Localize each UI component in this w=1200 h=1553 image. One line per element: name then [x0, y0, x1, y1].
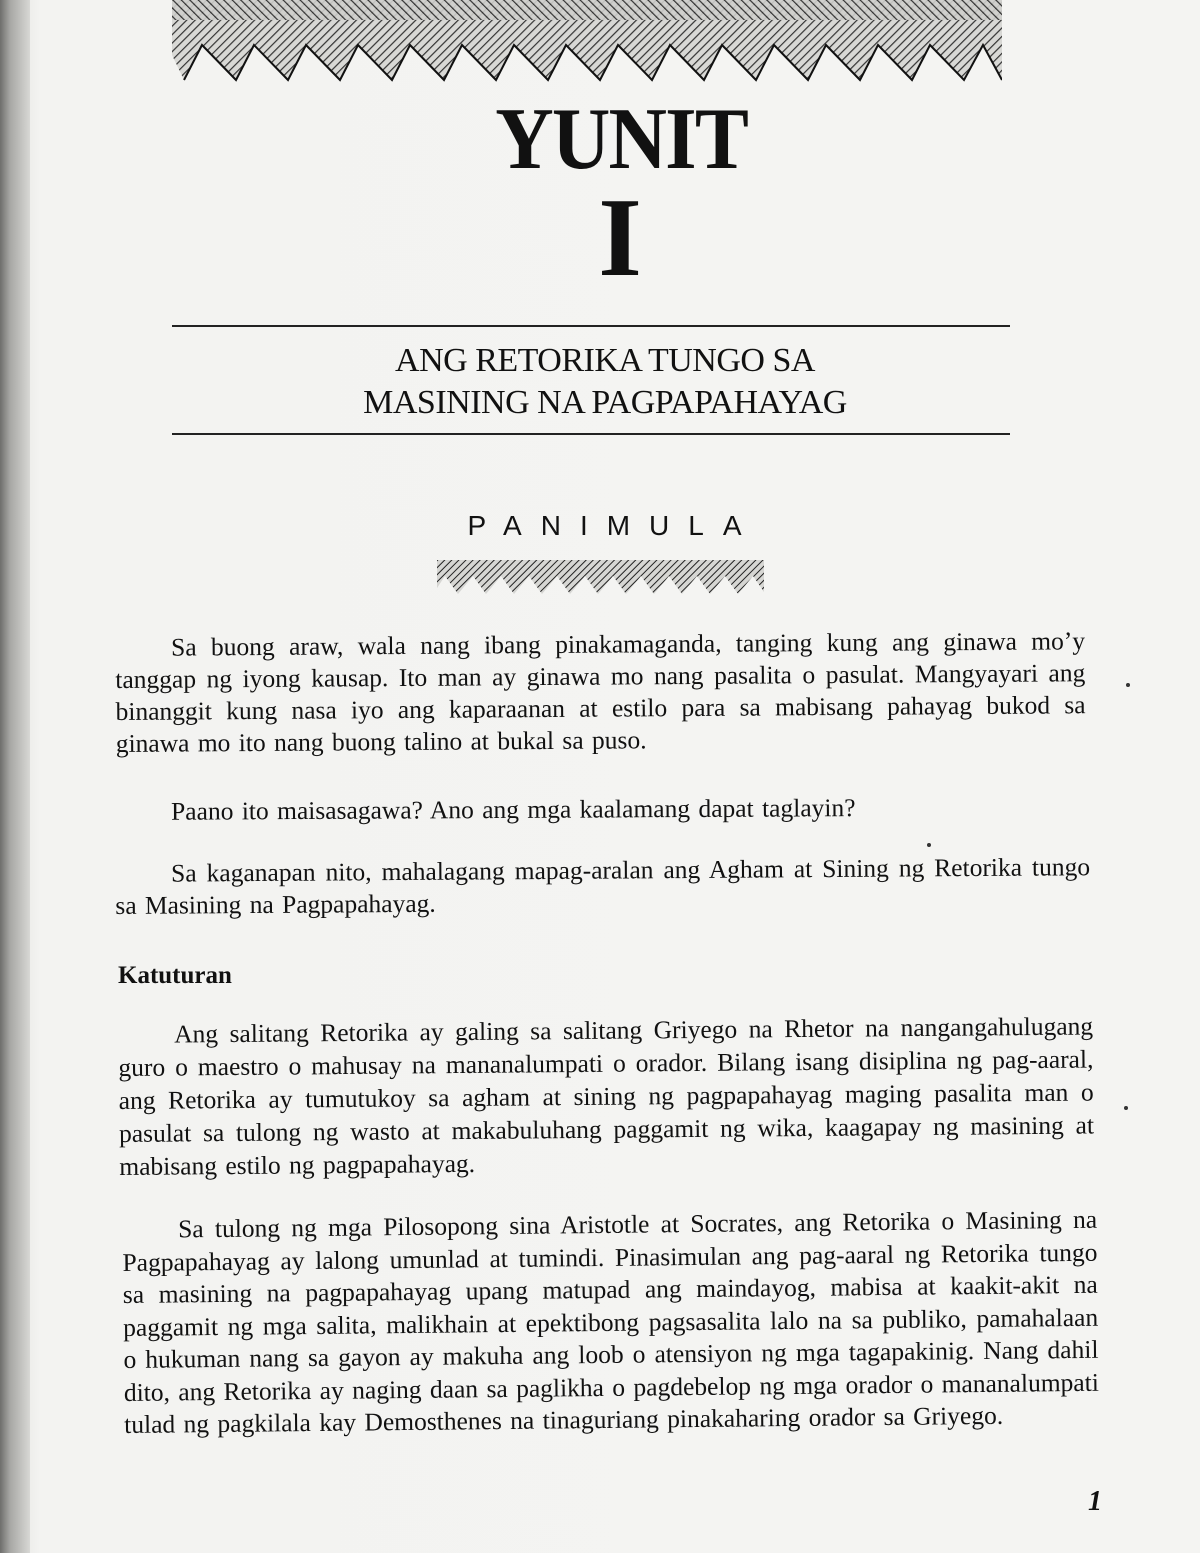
intro-paragraph-2 — [115, 791, 1085, 828]
katuturan-paragraph-2-text: Sa tulong ng mga Pilosopong sina Aristotle at Socrates, ang Retorika o Masining na Pagpapahayag ay lalong umunlad at tumindi. Pinasimulan ang pag-aaral ng Retorika tungo sa masining na pagpapahayag upang matupad ang maindayog, mabisa at kaakit-akit na paggamit ng mga salita, malikhain at epektibong pagsasalita lalo na sa publiko, pamahalaan o hukuman nang sa gayon ay makuha ang loob o atensiyon ng mga tagapakinig. Nang dahil dito, ang Retorika ay naging daan sa paglikha o pagdebelop ng mga orador o mananalumpati tulad ng pagkilala kay Demosthenes na tinaguriang pinakaharing orador sa Griyego. — [122, 1204, 1099, 1439]
intro-paragraph-1 — [115, 625, 1086, 760]
chapter-title — [0, 340, 1200, 424]
chapter-title-line-2: MASINING NA PAGPAPAHAYAG — [363, 384, 847, 421]
katuturan-paragraph-2 — [122, 1204, 1099, 1442]
zigzag-banner-ornament — [172, 0, 1002, 90]
intro-paragraph-3-text: Sa kaganapan nito, mahalagang mapag-aralan ang Agham at Sining ng Retorika tungo sa Masining na Pagpapahayag. — [115, 852, 1091, 920]
section-heading-panimula: PANIMULA — [467, 510, 761, 541]
unit-number: I — [598, 176, 642, 300]
speck — [1124, 1106, 1128, 1110]
speck — [1126, 683, 1130, 687]
indent — [122, 1237, 178, 1238]
chapter-title-line-1: ANG RETORIKA TUNGO SA — [395, 342, 815, 379]
page-number: 1 — [1088, 1486, 1102, 1517]
subheading-katuturan: Katuturan — [118, 962, 232, 989]
speck — [927, 843, 931, 847]
small-zigzag-ornament — [437, 560, 764, 598]
title-top-rule — [172, 325, 1010, 327]
intro-paragraph-2-text: Paano ito maisasagawa? Ano ang mga kaalamang dapat taglayin? — [171, 793, 856, 826]
title-bottom-rule — [172, 433, 1010, 435]
katuturan-paragraph-1-text: Ang salitang Retorika ay galing sa salitang Griyego na Rhetor na nangangahulugang guro o maestro o mahusay na mananalumpati o orador. Bilang isang disiplina ng pag-aaral, ang Retorika ay tumutukoy sa agham at sining ng pagpapahayag maging pasalita man o pasulat sa tulong ng wasto at makabuluhang paggamit ng wika, kaagapay ng masining at mabisang estilo ng pagpapahayag. — [118, 1011, 1095, 1181]
unit-label: YUNIT — [495, 91, 747, 188]
katuturan-paragraph-1 — [118, 1009, 1094, 1183]
intro-paragraph-1-text: Sa buong araw, wala nang ibang pinakamaganda, tanging kung ang ginawa mo’y tanggap ng iyong kausap. Ito man ay ginawa mo nang pasalita o pasulat. Mangyayari ang binanggit kung nasa iyo ang kaparaanan at estilo para sa mabisang pahayag bukod sa ginawa mo ito nang buong talino at bukal sa puso. — [115, 626, 1086, 758]
intro-paragraph-3 — [115, 851, 1090, 922]
